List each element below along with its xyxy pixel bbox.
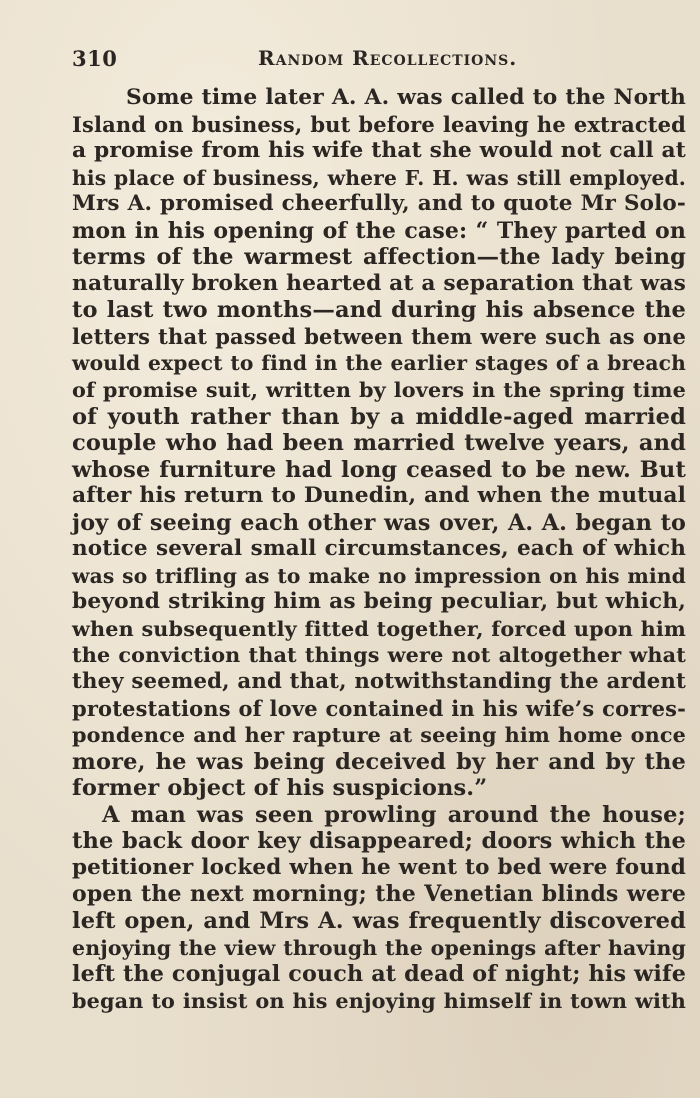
text-line: of youth rather than by a middle-aged married	[72, 403, 686, 430]
text-line: to last two months—and during his absence the	[72, 297, 686, 324]
text-line: would expect to find in the earlier stages of a breach	[72, 351, 686, 376]
text-line: Island on business, but before leaving he extracted	[72, 111, 686, 137]
text-line: left the conjugal couch at dead of night; his wife	[72, 961, 686, 988]
text-line: Some time later A. A. was called to the North	[126, 85, 686, 110]
text-line: enjoying the view through the openings after having	[72, 935, 686, 960]
text-line: beyond striking him as being peculiar, but which,	[72, 589, 686, 615]
text-line: the conviction that things were not altogether what	[72, 643, 686, 668]
text-line: couple who had been married twelve years, and	[72, 430, 686, 457]
text-line: protestations of love contained in his wife’s corres-	[72, 695, 686, 721]
text-line: naturally broken hearted at a separation that was	[72, 270, 686, 296]
text-line: was so trifling as to make no impression on his mind	[72, 563, 686, 588]
text-line: letters that passed between them were such as one	[72, 323, 686, 349]
text-line: a promise from his wife that she would not call at	[72, 138, 686, 164]
text-line: notice several small circumstances, each of which	[72, 536, 686, 562]
text-line: began to insist on his enjoying himself in town with	[72, 988, 686, 1013]
text-line: pondence and her rapture at seeing him home once	[72, 723, 686, 748]
text-line: after his return to Dunedin, and when the mutual	[72, 483, 686, 509]
body-text	[72, 85, 686, 1014]
text-line: they seemed, and that, notwithstanding the ardent	[72, 669, 686, 695]
text-line: whose furniture had long ceased to be new. But	[72, 456, 686, 483]
text-line: terms of the warmest affection—the lady being	[72, 244, 686, 271]
page-number: 310	[72, 46, 118, 71]
running-head: Random Recollections.	[258, 46, 518, 70]
text-line: former object of his suspicions.”	[72, 775, 488, 802]
page-header	[72, 46, 686, 76]
text-line: left open, and Mrs A. was frequently discovered	[72, 907, 686, 934]
text-line: more, he was being deceived by her and by the	[72, 748, 686, 775]
text-line: petitioner locked when he went to bed were found	[72, 854, 686, 880]
text-line: the back door key disappeared; doors which the	[72, 828, 686, 855]
text-line: his place of business, where F. H. was still employed.	[72, 165, 686, 190]
text-line: when subsequently fitted together, forced upon him	[72, 616, 686, 641]
text-line: A man was seen prowling around the house;	[102, 801, 686, 828]
text-line: Mrs A. promised cheerfully, and to quote Mr Solo-	[72, 191, 686, 217]
text-line: open the next morning; the Venetian blinds were	[72, 881, 686, 908]
text-line: mon in his opening of the case: “ They parted on	[72, 217, 686, 244]
text-line: joy of seeing each other was over, A. A. began to	[72, 509, 686, 536]
text-line: of promise suit, written by lovers in the spring time	[72, 378, 686, 403]
